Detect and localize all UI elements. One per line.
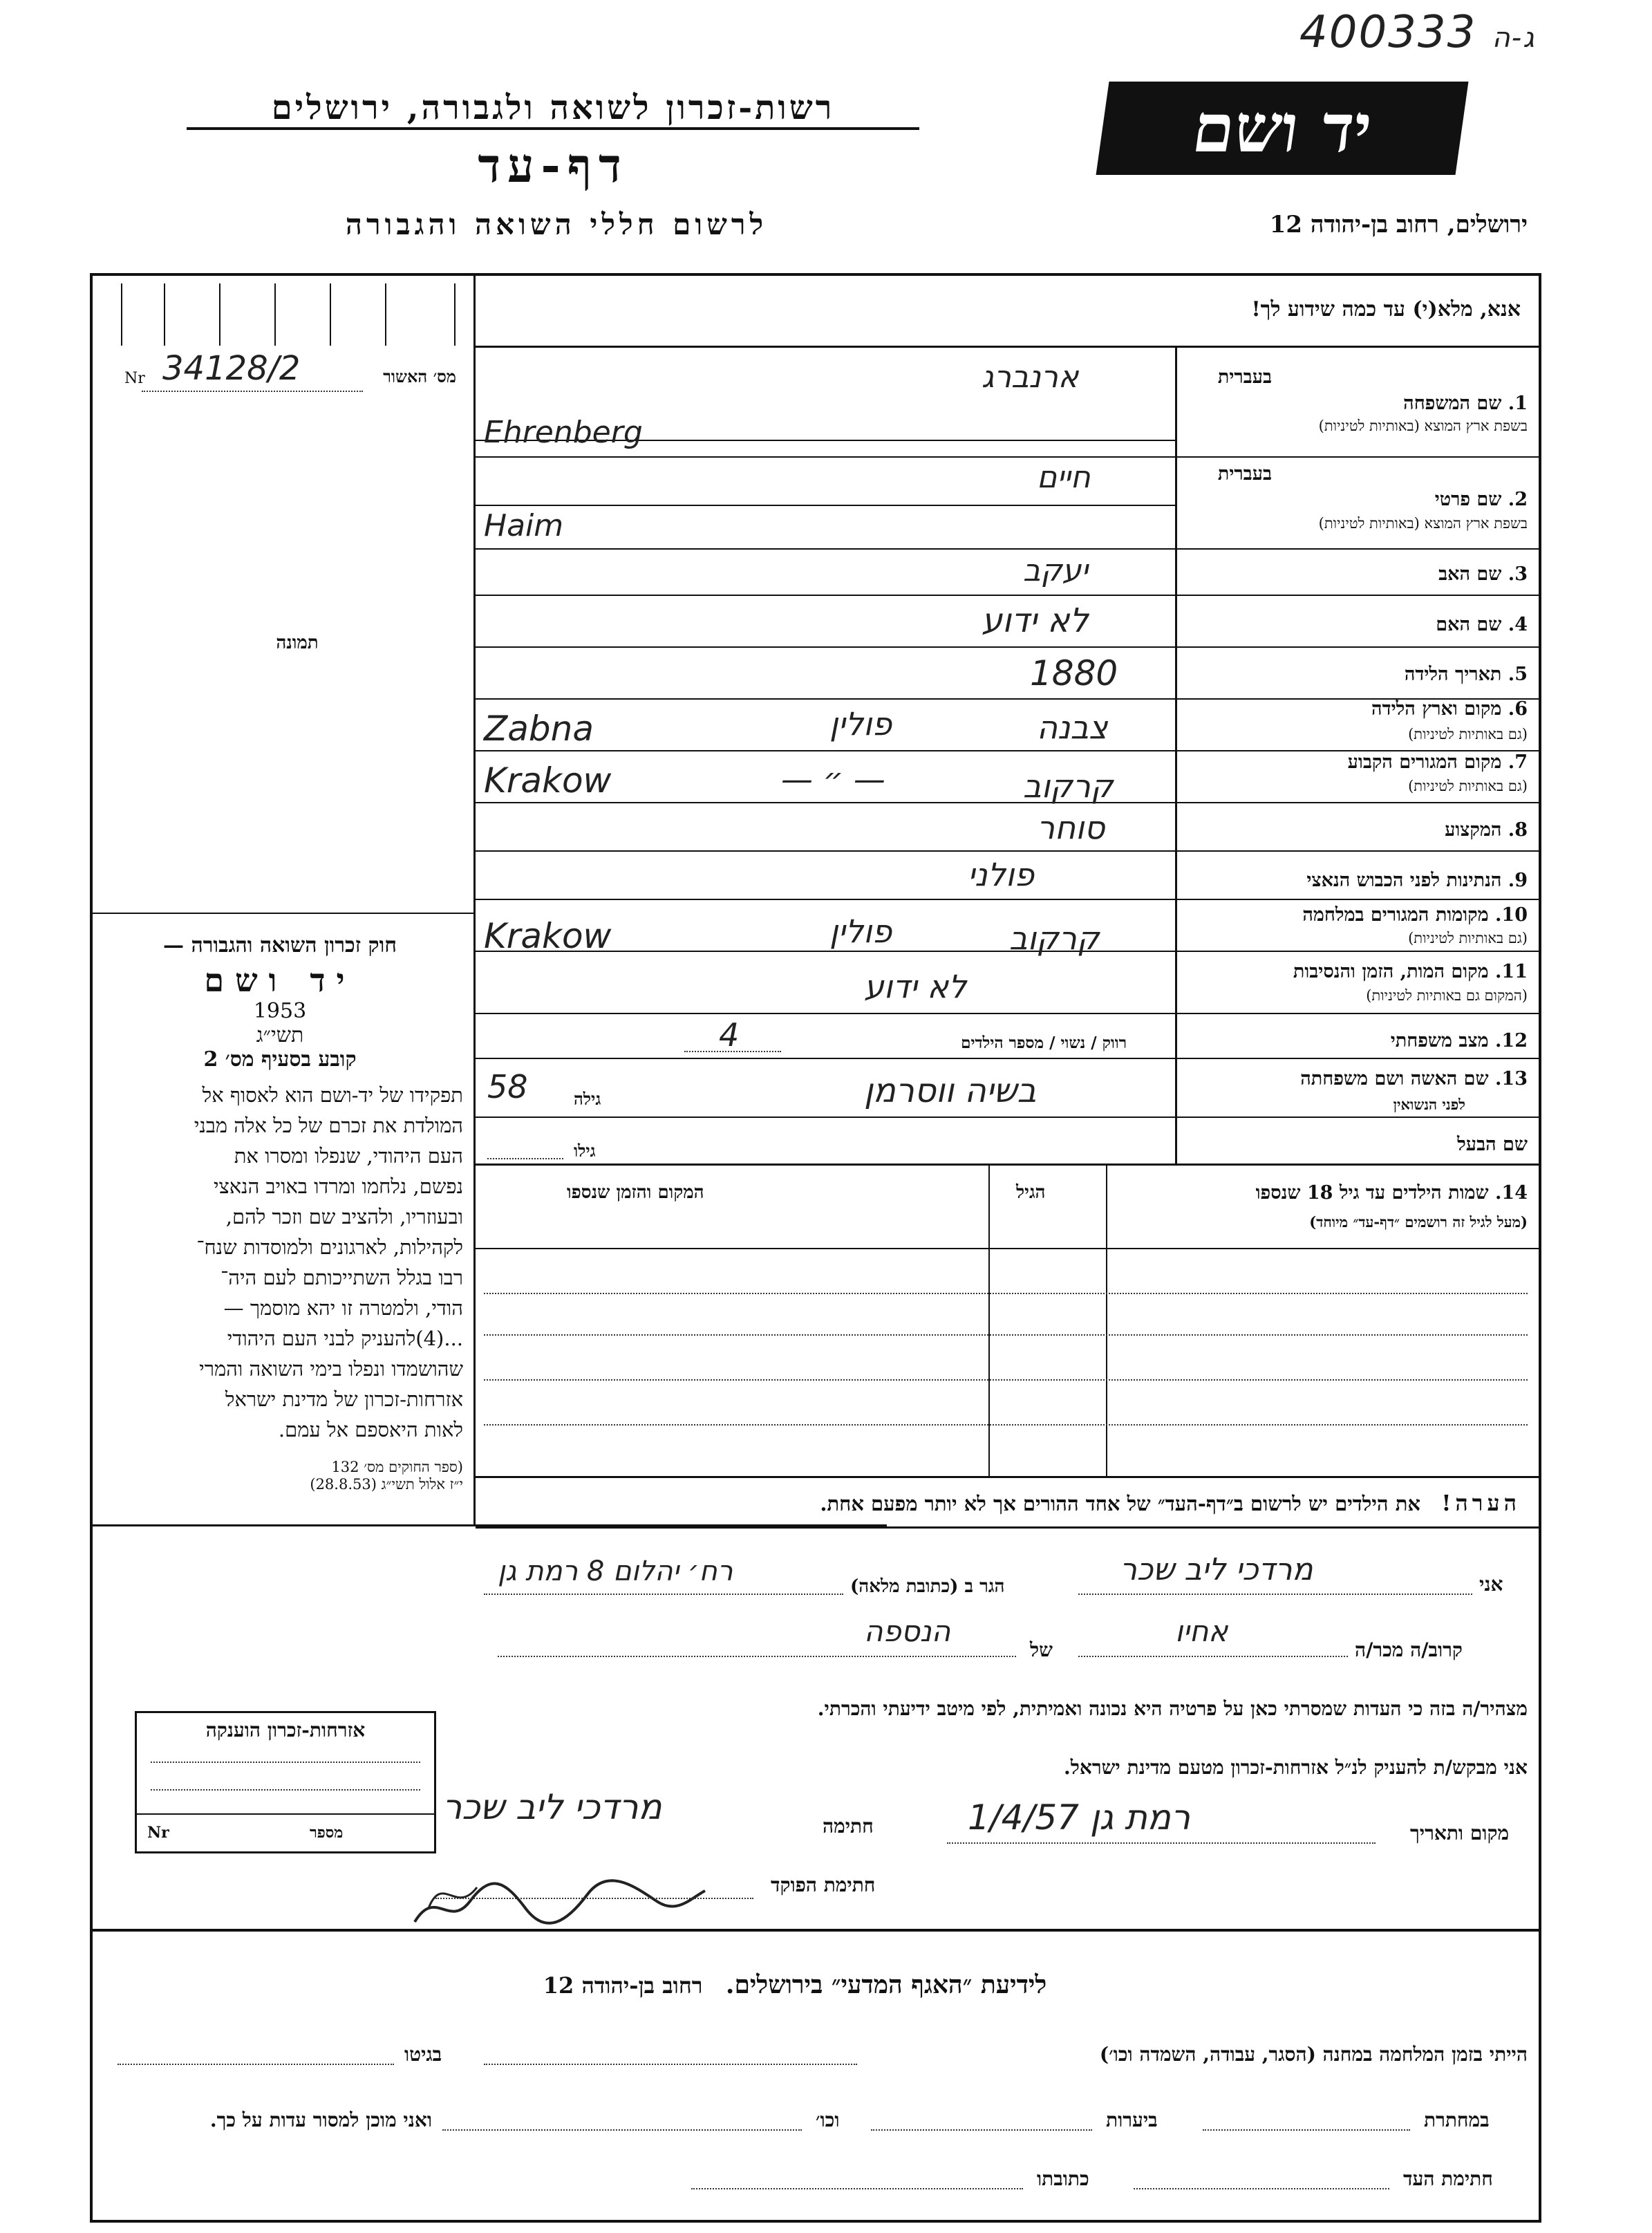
field-8-label-text: המקצוע bbox=[1445, 819, 1502, 841]
field-13-sub: לפני הנשואין bbox=[1393, 1096, 1465, 1113]
left-panel-divider bbox=[473, 275, 476, 1526]
row-line bbox=[476, 1058, 1541, 1059]
field-4-value: לא ידוע bbox=[982, 601, 1089, 640]
field-11-value: לא ידוע bbox=[864, 968, 967, 1005]
children-row-line bbox=[484, 1334, 1528, 1336]
law-text bbox=[97, 1080, 463, 1445]
children-col-divider-1 bbox=[1106, 1166, 1107, 1477]
field-3-label bbox=[1438, 563, 1528, 585]
field-7-sub: (גם באותיות לטיניות) bbox=[1408, 778, 1528, 794]
footer-line2-d: ואני מוכן למסור עדות על כך. bbox=[209, 2109, 432, 2131]
children-col-divider-2 bbox=[988, 1166, 990, 1477]
row-line bbox=[476, 505, 1175, 506]
archive-stamp-number bbox=[1299, 7, 1536, 58]
field-10-label-text: מקומות המגורים במלחמה bbox=[1302, 904, 1489, 926]
law-line: לקהילות, לארגונים ולמוסדות שנח־ bbox=[196, 1235, 463, 1259]
citizenship-number: מספר bbox=[310, 1824, 344, 1842]
footer-line1-a: הייתי בזמן המלחמה במחנה (הסגר, עבודה, השמדה וכו׳) bbox=[1099, 2043, 1528, 2066]
children-row-line bbox=[484, 1424, 1528, 1426]
citizenship-box-title: אזרחות-זכרון הוענקה bbox=[205, 1719, 366, 1741]
approval-no: Nr bbox=[124, 370, 145, 387]
decl-resides-value: רח׳ יהלום 8 רמת גן bbox=[498, 1555, 733, 1587]
decl-statement: מצהיר/ה בזה כי העדות שמסרתי כאן על פרטיה היא נכונה ואמיתית, לפי מיטב ידיעתי והכרתי. bbox=[817, 1697, 1528, 1720]
footer-line3-blank1 bbox=[1134, 2188, 1389, 2189]
citizenship-line-2 bbox=[151, 1789, 420, 1791]
field-8-num: 8. bbox=[1508, 819, 1528, 841]
logo-text: יד ושם bbox=[1188, 89, 1377, 167]
law-line: הודי, ולמטרה זו יהא מוסמך — bbox=[223, 1296, 463, 1320]
footer-line2-blank3 bbox=[442, 2129, 802, 2131]
law-line: שהושמדו ונפלו בימי השואה והמרי bbox=[199, 1357, 463, 1381]
decl-of-line bbox=[498, 1656, 1016, 1657]
row-line bbox=[476, 1164, 1541, 1166]
footer-address: רחוב בן-יהודה 12 bbox=[543, 1972, 703, 1999]
decl-of-value: הנספה bbox=[864, 1614, 951, 1648]
field-7-num: 7. bbox=[1508, 751, 1528, 773]
field-1-num: 1. bbox=[1508, 393, 1528, 414]
law-line: ...(4)להעניק לבני העם היהודי bbox=[227, 1327, 463, 1350]
field-4-label bbox=[1436, 614, 1528, 635]
law-line: נפשם, נלחמו ומרדו באויב הנאצי bbox=[213, 1175, 463, 1198]
law-line: תפקידו של יד-ושם הוא לאסוף אל bbox=[202, 1083, 463, 1107]
field-7-label bbox=[1348, 751, 1528, 773]
decl-resides-line bbox=[484, 1594, 843, 1595]
decl-signature-label: חתימה bbox=[823, 1815, 874, 1838]
law-clause: קובע בסעיף מס׳ 2 bbox=[203, 1047, 357, 1072]
footer-line3-blank2 bbox=[691, 2188, 1023, 2189]
field-3-label-text: שם האב bbox=[1438, 563, 1502, 585]
row-line bbox=[476, 456, 1541, 458]
photo-bottom-line bbox=[92, 913, 473, 914]
field-2-sub: בשפת ארץ המוצא (באותיות לטיניות) bbox=[1318, 515, 1528, 532]
law-line: ובעוזריו, ולהציב שם וזכר להם, bbox=[225, 1205, 463, 1228]
children-header-line bbox=[476, 1248, 1541, 1249]
footer-line2-c: וכו׳ bbox=[816, 2109, 840, 2131]
footer-line1-blank bbox=[484, 2064, 857, 2065]
field-11-num: 11. bbox=[1495, 961, 1528, 982]
field-7-value-latin: Krakow bbox=[484, 760, 612, 801]
decl-place-date-value: רמת גן 1/4/57 bbox=[968, 1797, 1190, 1838]
field-5-label bbox=[1405, 664, 1528, 685]
footer-line3-b: כתובתו bbox=[1037, 2167, 1089, 2190]
decl-relation-label: קרוב/ה מכר/ה bbox=[1355, 1638, 1463, 1661]
field-10-value-country: פולין bbox=[829, 913, 892, 950]
children-row-line bbox=[484, 1379, 1528, 1381]
stamp-suffix: ג-ה bbox=[1492, 22, 1536, 54]
citizenship-box bbox=[135, 1711, 436, 1853]
decl-i-value: מרדכי ליב שכר bbox=[1120, 1552, 1313, 1587]
children-title-text: שמות הילדים עד גיל 18 שנספו bbox=[1255, 1182, 1489, 1204]
law-ref-1: (ספר החוקים מס׳ 132 bbox=[331, 1459, 463, 1475]
law-title: חוק זכרון השואה והגבורה — bbox=[163, 933, 397, 957]
decl-signature-value: מרדכי ליב שכר bbox=[442, 1787, 662, 1827]
field-6-sub: (גם באותיות לטיניות) bbox=[1408, 726, 1528, 742]
field-6-label-text: מקום וארץ הלידה bbox=[1371, 698, 1502, 720]
row-line bbox=[476, 951, 1541, 952]
citizenship-nr: Nr bbox=[147, 1824, 169, 1842]
footer-line1-b: בגיטו bbox=[404, 2043, 442, 2066]
yad-vashem-logo bbox=[1096, 82, 1469, 175]
field-11-sub: (המקום גם באותיות לטיניות) bbox=[1366, 987, 1528, 1004]
field-13-value: בשיה ווסרמן bbox=[864, 1072, 1037, 1110]
field-11-label bbox=[1293, 961, 1528, 982]
children-col-age: הגיל bbox=[1016, 1182, 1046, 1203]
field-8-value: סוחר bbox=[1037, 809, 1105, 846]
form-subtitle: לרשום חללי השואה והגבורה bbox=[345, 207, 768, 241]
decl-relation-line bbox=[1078, 1656, 1348, 1657]
field-11-label-text: מקום המות, הזמן והנסיבות bbox=[1293, 961, 1489, 982]
footer-title: לידיעת ״האגף המדעי״ בירושלים. bbox=[725, 1970, 1047, 1999]
row-line bbox=[476, 548, 1541, 550]
row-line bbox=[476, 646, 1541, 648]
field-10-num: 10. bbox=[1495, 904, 1528, 926]
field-13-label-text: שם האשה ושם משפחתה bbox=[1300, 1068, 1489, 1090]
field-12-label bbox=[1391, 1030, 1528, 1052]
field-6-num: 6. bbox=[1508, 698, 1528, 720]
footer-line2-blank2 bbox=[871, 2129, 1092, 2131]
field-2-label-text: שם פרטי bbox=[1434, 489, 1502, 510]
field-12-value: 4 bbox=[719, 1016, 740, 1054]
decl-of-label: של bbox=[1030, 1638, 1053, 1661]
field-3-num: 3. bbox=[1508, 563, 1528, 585]
husband-age-label: גילו bbox=[574, 1141, 596, 1161]
row-line bbox=[476, 802, 1541, 803]
footer-line3-a: חתימת העד bbox=[1403, 2167, 1493, 2190]
field-3-value: יעקב bbox=[1023, 553, 1089, 588]
decl-officer-line bbox=[435, 1898, 753, 1899]
field-13-num: 13. bbox=[1495, 1068, 1528, 1090]
field-1-value-hebrew: ארנברג bbox=[982, 359, 1079, 395]
husband-age-line bbox=[487, 1158, 563, 1159]
law-year-greg: 1953 bbox=[253, 999, 307, 1023]
stamp-number: 400333 bbox=[1299, 7, 1477, 58]
approval-line bbox=[142, 391, 363, 392]
intro-underline bbox=[476, 346, 1541, 348]
field-10-value-latin: Krakow bbox=[484, 916, 612, 956]
field-7-label-text: מקום המגורים הקבוע bbox=[1347, 751, 1502, 773]
law-line: לאות היאספם אל עמם. bbox=[278, 1418, 463, 1441]
row-line bbox=[476, 1116, 1541, 1118]
field-2-hebrew-tag: בעברית bbox=[1217, 463, 1272, 485]
field-4-label-text: שם האם bbox=[1436, 614, 1502, 635]
children-sub: (מעל לגיל זה רושמים ״דף-עד״ מיוחד) bbox=[1309, 1213, 1528, 1231]
note-text: את הילדים יש לרשום ב״דף-העד״ של אחד ההורים אך לא יותר מפעם אחת. bbox=[820, 1492, 1421, 1515]
children-bottom-line bbox=[476, 1476, 1541, 1478]
photo-label: תמונה bbox=[276, 633, 319, 653]
field-12-num: 12. bbox=[1495, 1030, 1528, 1052]
citizenship-divider bbox=[137, 1813, 434, 1815]
field-10-sub: (גם באותיות לטיניות) bbox=[1408, 930, 1528, 946]
approval-value: 34128/2 bbox=[162, 349, 301, 388]
authority-title: רשות-זכרון לשואה ולגבורה, ירושלים bbox=[187, 88, 919, 130]
field-7-value-hebrew: קרקוב bbox=[1023, 767, 1114, 805]
field-4-num: 4. bbox=[1508, 614, 1528, 635]
field-2-value-latin: Haim bbox=[484, 508, 564, 543]
note-bottom-line bbox=[476, 1526, 1541, 1529]
field-5-num: 5. bbox=[1508, 664, 1528, 685]
decl-place-date-label: מקום ותאריך bbox=[1410, 1822, 1510, 1844]
children-num: 14. bbox=[1495, 1182, 1528, 1204]
note-label: הערה! bbox=[1441, 1490, 1521, 1516]
decl-i-label: אני bbox=[1479, 1573, 1503, 1596]
footer-line2-blank1 bbox=[1203, 2129, 1410, 2131]
footer-line1-blank2 bbox=[118, 2064, 394, 2065]
decl-officer-label: חתימת הפוקד bbox=[771, 1874, 876, 1896]
field-9-num: 9. bbox=[1508, 870, 1528, 891]
field-13-age-label: גילה bbox=[574, 1089, 601, 1109]
law-ref-2: י״ז אלול תשי״ג (28.8.53) bbox=[310, 1476, 463, 1493]
footer-title-row bbox=[346, 1970, 1244, 1999]
footer-line2-a: במחתרת bbox=[1424, 2109, 1490, 2131]
children-row-line bbox=[484, 1293, 1528, 1294]
label-value-divider bbox=[1175, 348, 1177, 1164]
field-1-label bbox=[1403, 393, 1528, 414]
law-line: העם היהודי, שנפלו ומסרו את bbox=[234, 1144, 463, 1168]
field-1-label-text: שם המשפחה bbox=[1403, 393, 1502, 414]
law-year-heb: תשי״ג bbox=[256, 1023, 304, 1047]
field-1-hebrew-tag: בעברית bbox=[1217, 366, 1272, 388]
footer-separator bbox=[92, 1929, 1539, 1932]
row-line bbox=[476, 595, 1541, 596]
field-9-label-text: הנתינות לפני הכבוש הנאצי bbox=[1306, 870, 1502, 891]
citizenship-line-1 bbox=[151, 1762, 420, 1763]
field-7-value-country: — ״ — bbox=[781, 760, 885, 798]
form-title: דף-עד bbox=[478, 138, 628, 194]
field-12-label-text: מצב משפחתי bbox=[1390, 1030, 1489, 1052]
note-row bbox=[484, 1490, 1521, 1516]
decl-i-line bbox=[1078, 1594, 1472, 1595]
field-5-value: 1880 bbox=[1030, 653, 1118, 693]
field-9-label bbox=[1306, 870, 1528, 891]
approval-box bbox=[121, 283, 456, 346]
decl-place-date-line bbox=[947, 1842, 1376, 1844]
law-logo: יד ושם bbox=[204, 962, 356, 999]
field-8-label bbox=[1445, 819, 1528, 841]
field-10-label bbox=[1302, 904, 1528, 926]
field-1-value-latin: Ehrenberg bbox=[484, 415, 643, 450]
law-line: המולדת את זכרם של כל אלה מבני bbox=[194, 1114, 463, 1137]
row-line bbox=[476, 899, 1541, 900]
footer-line2-b: ביערות bbox=[1106, 2109, 1158, 2131]
field-1-sub: בשפת ארץ המוצא (באותיות לטיניות) bbox=[1318, 418, 1528, 434]
field-5-label-text: תאריך הלידה bbox=[1404, 664, 1502, 685]
decl-resides-label: הגר ב (כתובת מלאה) bbox=[850, 1576, 1005, 1597]
row-line bbox=[476, 1013, 1541, 1014]
field-6-value-country: פולין bbox=[829, 705, 892, 742]
intro-text: אנא, מלא(י) עד כמה שידוע לך! bbox=[1251, 297, 1521, 321]
header-address: ירושלים, רחוב בן-יהודה 12 bbox=[1269, 211, 1528, 239]
field-12-options: רווק / נשוי / מספר הילדים bbox=[961, 1034, 1127, 1052]
law-section bbox=[97, 933, 463, 1493]
husband-label: שם הבעל bbox=[1457, 1134, 1528, 1155]
field-10-value-hebrew: קרקוב bbox=[1009, 919, 1100, 957]
children-col-place: המקום והזמן שנספו bbox=[567, 1182, 704, 1203]
field-12-line bbox=[684, 1051, 781, 1052]
field-2-label bbox=[1435, 489, 1528, 510]
decl-relation-value: אחיו bbox=[1175, 1614, 1228, 1648]
field-6-value-hebrew: צבנה bbox=[1037, 709, 1108, 746]
field-13-label bbox=[1300, 1068, 1528, 1090]
law-line: רבו בגלל השתייכותם לעם היה־ bbox=[220, 1266, 463, 1289]
field-6-value-latin: Zabna bbox=[484, 709, 594, 749]
field-13-age-value: 58 bbox=[487, 1068, 528, 1105]
row-line bbox=[476, 850, 1541, 852]
decl-request: אני מבקש/ת להעניק לנ״ל אזרחות-זכרון מטעם מדינת ישראל. bbox=[1064, 1756, 1528, 1779]
law-line: אזרחות-זכרון של מדינת ישראל bbox=[225, 1388, 463, 1411]
field-2-value-hebrew: חיים bbox=[1037, 460, 1091, 495]
field-2-num: 2. bbox=[1508, 489, 1528, 510]
children-title bbox=[1256, 1182, 1528, 1204]
approval-label: מס׳ האשור bbox=[383, 366, 456, 386]
field-9-value: פולני bbox=[968, 856, 1035, 893]
field-6-label bbox=[1371, 698, 1528, 720]
